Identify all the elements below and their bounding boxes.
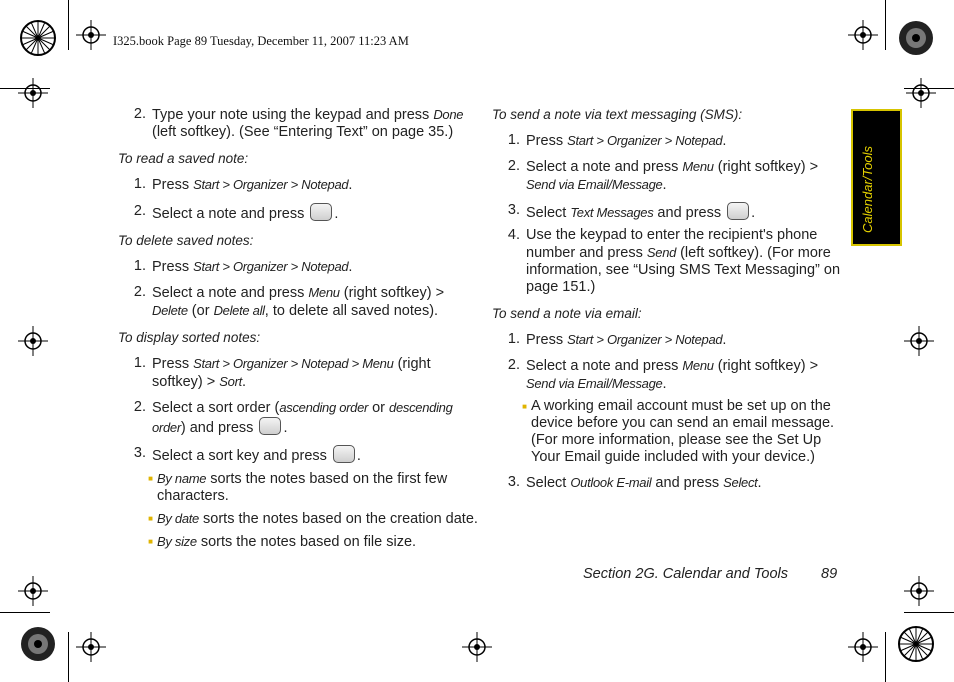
list-item: 2. Select a note and press Menu (right softkey) > Send via Email/Message. (507, 357, 819, 392)
crosshair-icon (76, 632, 106, 662)
list-item: 1. Press Start > Organizer > Notepad > Menu (right softkey) > Sort. (133, 355, 431, 390)
list-item: 3. Select Outlook E-mail and press Select. (507, 474, 762, 491)
bullet-square-icon: ■ (148, 514, 153, 523)
footer-section: Section 2G. Calendar and Tools (583, 566, 789, 582)
crosshair-icon (76, 20, 106, 50)
list-item: 2. Select a sort order (ascending order or descending order) and press . (133, 399, 453, 436)
bullet-item: ■ By date sorts the notes based on the creation date. (118, 510, 478, 528)
crosshair-icon (904, 576, 934, 606)
print-header: I325.book Page 89 Tuesday, December 11, 2007 11:23 AM (113, 34, 409, 48)
ok-key-icon (727, 202, 749, 220)
section-title: To send a note via text messaging (SMS): (492, 107, 743, 122)
list-item: 1. Press Start > Organizer > Notepad. (507, 132, 727, 149)
list-item: 4. Use the keypad to enter the recipient's phone number and press Send (left softkey). (For more information, see “Using SMS Text Messaging” on page 151.) (507, 227, 841, 295)
registration-target-icon (896, 18, 936, 58)
page-footer (583, 566, 837, 582)
list-item: 1. Press Start > Organizer > Notepad. (507, 331, 727, 348)
section-title: To display sorted notes: (118, 330, 261, 345)
bullet-item: ■ By size sorts the notes based on file size. (118, 533, 478, 551)
bullet-square-icon: ■ (148, 474, 153, 483)
section-side-tab (851, 109, 902, 246)
registration-wheel-icon (18, 18, 58, 58)
crosshair-icon (848, 632, 878, 662)
section-title: To delete saved notes: (118, 233, 254, 248)
section-title: To send a note via email: (492, 306, 642, 321)
registration-wheel-icon (896, 624, 936, 664)
bullet-item: ■ A working email account must be set up on the device before you can send an email message. (For more information, please see the Set Up Your Email guide included with your device.) (492, 398, 844, 466)
crosshair-icon (18, 78, 48, 108)
ok-key-icon (259, 417, 281, 435)
list-item: 2. Type your note using the keypad and press Done (left softkey). (See “Entering Text” on page 35.) (133, 106, 464, 140)
left-column (118, 106, 478, 551)
crosshair-icon (462, 632, 492, 662)
ok-key-icon (333, 445, 355, 463)
bullet-square-icon: ■ (522, 402, 527, 411)
crosshair-icon (18, 326, 48, 356)
list-item: 1. Press Start > Organizer > Notepad. (133, 258, 353, 275)
list-item: 2. Select a note and press Menu (right softkey) > Send via Email/Message. (507, 158, 819, 193)
ok-key-icon (310, 203, 332, 221)
list-item: 3. Select a sort key and press . (133, 445, 361, 464)
bullet-item: ■ By name sorts the notes based on the first few characters. (118, 470, 478, 505)
list-item: 3. Select Text Messages and press . (507, 202, 756, 221)
right-column (492, 106, 844, 492)
crosshair-icon (904, 326, 934, 356)
crosshair-icon (848, 20, 878, 50)
list-item: 2. Select a note and press . (133, 203, 339, 222)
list-item: 2. Select a note and press Menu (right softkey) > Delete (or Delete all, to delete all saved notes). (133, 284, 445, 319)
page-number: 89 (821, 566, 838, 582)
side-tab-label: Calendar/Tools (860, 146, 875, 233)
crosshair-icon (906, 78, 936, 108)
bullet-square-icon: ■ (148, 537, 153, 546)
crosshair-icon (18, 576, 48, 606)
section-title: To read a saved note: (118, 151, 249, 166)
registration-target-icon (18, 624, 58, 664)
list-item: 1. Press Start > Organizer > Notepad. (133, 176, 353, 193)
